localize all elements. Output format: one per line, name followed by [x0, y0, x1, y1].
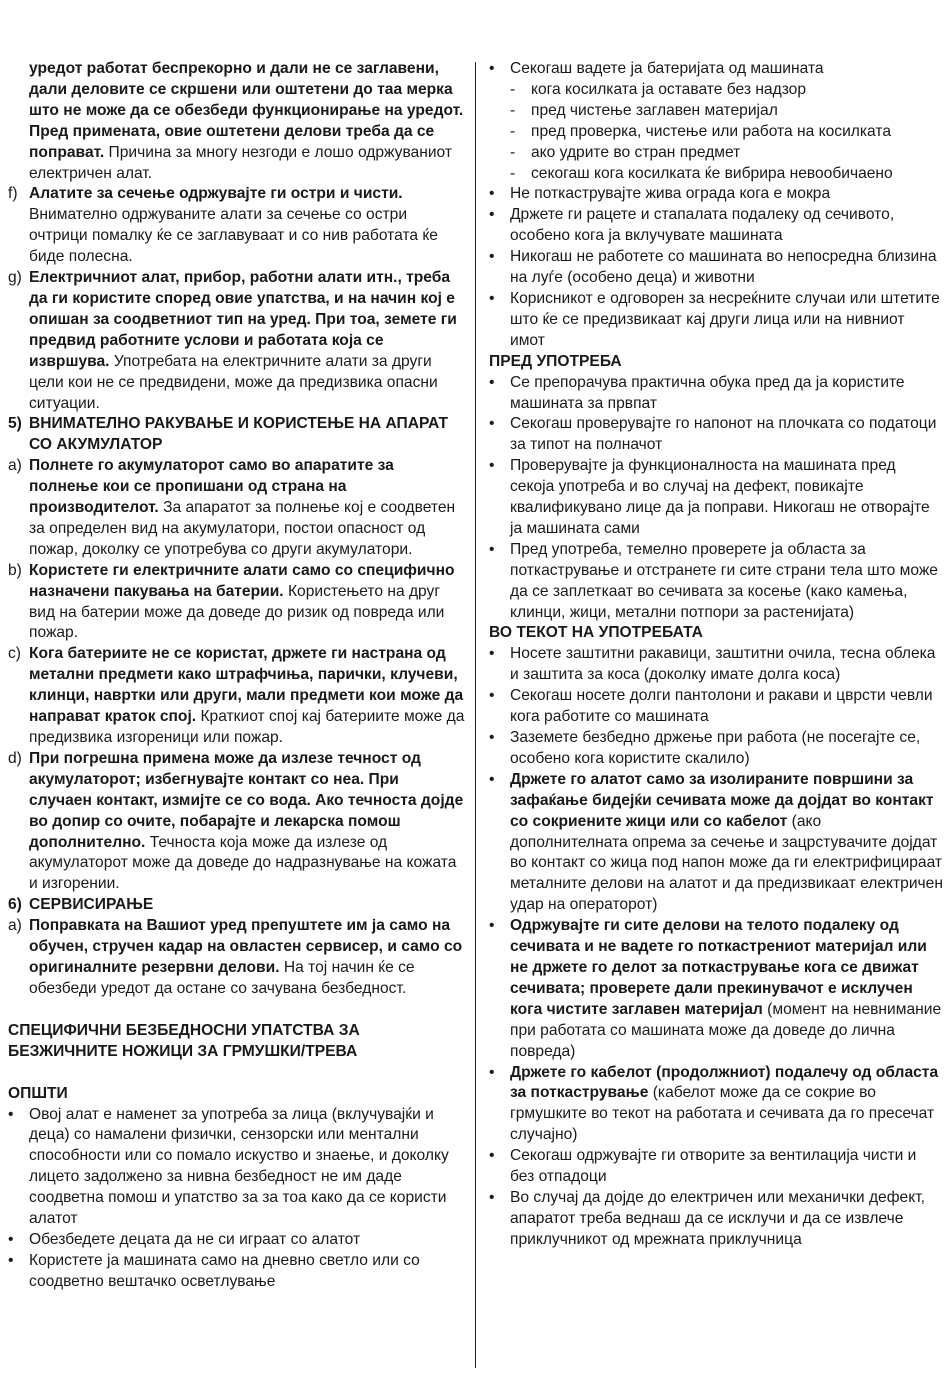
sub-item: - ако удрите во стран предмет — [489, 143, 943, 164]
bullet-item — [489, 59, 943, 80]
item-a-repair — [8, 916, 466, 1000]
plain-text: Пред употреба, темелно проверете ја областа за поткастрување и отстранете ги сите страни тела што може да се заплеткаат во сечивата за косење (како камења, клинци, жици, метални потпори за растенијата) — [510, 540, 938, 621]
bold-text: Полнете го акумулаторот само во апаратите за полнење кои се пропишани од страна на производителот. — [29, 457, 394, 517]
bold-text: Алатите за сечење одржувајте ги остри и чисти. — [29, 185, 403, 203]
bold-text: Одржувајте ги сите делови на телото подалеку од сечивата и не вадете го поткастрениот материјал или не држете го делот за поткастрување кога се движат сечивата; проверете дали прекинувачот е исклучен кога чистите заглавен материјал — [510, 917, 927, 1018]
bold-text: Користете ги електричните алати само со специфично назначени пакувања на батерии. — [29, 561, 455, 600]
bullet-item — [489, 1063, 943, 1147]
plain-text: Течноста која може да излезе од акумулаторот може да доведе до надразнување на кожата и изгорении. — [29, 833, 457, 893]
plain-text: (ако дополнителната опрема за сечење и зацрстувачите дојдат во контакт со жица под напон може да ги електрифицираат металните делови на алатот и да предизвикаат електричен удар на операторот) — [510, 812, 943, 914]
plain-text: Внимателно одржуваните алати за сечење со остри очтрици помалку ќе се заглавуваат и со нив работата ќе биде полесна. — [29, 206, 438, 266]
bullet-item — [8, 1230, 466, 1251]
bullet-item — [489, 644, 943, 686]
bullet-item — [489, 728, 943, 770]
plain-text: (момент на невнимание при работата со машината може да доведе до лична повреда) — [510, 1000, 942, 1060]
bold-text: уредот работат беспрекорно и дали не се заглавени, дали деловите се скршени или оштетени до таа мерка што не може да се обезбеди функционирање на уредот. Пред примената, овие оштетени делови треба да се поправат. — [29, 60, 464, 161]
heading-number: 5) — [8, 415, 22, 433]
bullet-item — [489, 456, 943, 540]
subsection-title-during-use: ВО ТЕКОТ НА УПОТРЕБАТА — [489, 624, 703, 642]
item-text — [29, 457, 455, 558]
plain-text: Секогаш проверувајте го напонот на плочката со податоци за типот на полначот — [510, 415, 937, 454]
bullet-item — [489, 373, 943, 415]
plain-text: На тој начин ќе се обезбеди уредот да остане со зачувана безбедност. — [29, 958, 415, 997]
plain-text: Овој алат е наменет за употреба за лица (вклучувајќи и деца) со намалени физички, сензорски или ментални способности или со помало искуство и знаење, и доколку лицето задолжено за нивна безбедност не им даде соодветна помош и упатство за за тоа како да се користи алатот — [29, 1105, 449, 1228]
item-text — [29, 750, 463, 892]
section-title-specific-safety: СПЕЦИФИЧНИ БЕЗБЕДНОСНИ УПАТСТВА ЗА БЕЗЖИЧНИТЕ НОЖИЦИ ЗА ГРМУШКИ/ТРЕВА — [8, 1021, 360, 1060]
bold-text: Држете го кабелот (продолжниот) подалечу од областа за поткастрување — [510, 1063, 939, 1102]
item-marker: a) — [8, 917, 22, 935]
plain-text: За апаратот за полнење кој е соодветен за определен вид на акумулатори, постои опасност од пожар, доколку се употребува со други акумулатори. — [29, 499, 456, 558]
spacer — [8, 1063, 466, 1084]
sub-item: - кога косилката ја оставате без надзор — [489, 80, 943, 101]
plain-text: Проверувајте ја функционалноста на машината пред секоја употреба и во случај на дефект, повикајте квалификувано лице да ја поправи. Никогаш не отворајте ја машината сами — [510, 457, 930, 537]
plain-text: Никогаш не работете со машината во непосредна близина на луѓе (особено деца) и животни — [510, 248, 937, 287]
item-marker: d) — [8, 749, 22, 767]
item-f-sharp-tools — [8, 184, 466, 268]
bullet-item — [8, 1251, 466, 1293]
bold-text: Поправката на Вашиот уред препуштете им ја само на обучен, стручен кадар на овластен сервисер, и само со оригиналните резервни делови. — [29, 917, 463, 976]
bullet-item — [489, 916, 943, 1062]
section-heading-service — [8, 895, 466, 916]
bold-text: При погрешна примена може да излезе течност од акумулаторот; избегнувајте контакт со неа. При случаен контакт, измијте се со вода. Ако течноста дојде во допир со очите, побарајте и лекарска помош дополнително. — [29, 749, 464, 851]
right-column — [489, 59, 943, 1251]
item-b-battery-packs — [8, 561, 466, 645]
item-marker: b) — [8, 561, 22, 579]
bullet-item — [489, 205, 943, 247]
sub-item: - секогаш кога косилката ќе вибрира невообичаено — [489, 164, 943, 185]
item-c-short-circuit — [8, 644, 466, 749]
plain-text: Секогаш одржувајте ги отворите за вентилација чисти и без отпадоци — [510, 1147, 917, 1186]
plain-text: Носете заштитни ракавици, заштитни очила, тесна облека и заштита за коса (доколку имате долга коса) — [510, 645, 936, 684]
item-g-use-per-instructions — [8, 268, 466, 414]
plain-text: Не поткаструвајте жива ограда кога е мокра — [510, 185, 831, 203]
item-text — [29, 645, 464, 746]
plain-text: Секогаш вадете ја батеријата од машината — [510, 60, 824, 77]
item-marker: c) — [8, 645, 21, 663]
heading-text: СЕРВИСИРАЊЕ — [29, 896, 154, 914]
continued-paragraph — [8, 59, 466, 184]
plain-text: Корисникот е одговорен за несреќните случаи или штетите што ќе се предизвикаат кај други лица или на нивниот имот — [510, 289, 940, 349]
plain-text: Држете ги рацете и стапалата подалеку од сечивото, особено кога ја вклучувате машината — [510, 206, 895, 245]
left-column — [8, 59, 466, 1293]
plain-text: Причина за многу незгоди е лошо одржуваниот електричен алат. — [29, 143, 453, 182]
bullet-item — [8, 1105, 466, 1230]
section-heading-battery-tools — [8, 414, 466, 456]
item-marker: g) — [8, 269, 22, 287]
bullet-item — [489, 414, 943, 456]
plain-text: (кабелот може да се сокрие во грмушките во текот на работата и сечивата да го пресечат случајно) — [510, 1084, 935, 1144]
item-text — [29, 917, 462, 997]
plain-text: Употребата на електричните алати за други цели кои не се предвидени, може да предизвика опасни ситуации. — [29, 352, 438, 412]
item-d-battery-liquid — [8, 749, 466, 895]
bullet-item — [489, 184, 943, 205]
item-a-charger — [8, 456, 466, 561]
plain-text: Секогаш носете долги пантолони и ракави и цврсти чевли кога работите со машината — [510, 687, 933, 726]
bullet-item — [489, 1146, 943, 1188]
subsection-title-before-use: ПРЕД УПОТРЕБА — [489, 352, 622, 370]
subsection-title-general: ОПШТИ — [8, 1084, 68, 1102]
spacer — [8, 1000, 466, 1021]
item-marker: f) — [8, 185, 18, 203]
bullet-item — [489, 540, 943, 624]
item-text — [29, 562, 455, 642]
bold-text: Кога батериите не се користат, држете ги настрана од метални предмети како штрафчиња, парички, клучеви, клинци, навртки или други, мали предмети кои може да направат краток спој. — [29, 645, 464, 726]
sub-item: - пред чистење заглавен материјал — [489, 101, 943, 122]
column-divider — [475, 62, 476, 1368]
bullet-item — [489, 289, 943, 352]
bullet-item — [489, 1188, 943, 1251]
bold-text: Електричниот алат, прибор, работни алати итн., треба да ги користите според овие упатства, и на начин кој е опишан за соодветниот тип на уред. При тоа, земете ги предвид работните услови и работата која се извршува. — [29, 269, 457, 370]
plain-text: Користењето на друг вид на батерии може да доведе до ризик од повреда или пожар. — [29, 582, 445, 642]
item-marker: a) — [8, 457, 22, 475]
plain-text: Краткиот спој кај батериите може да предизвика изгореници или пожар. — [29, 708, 465, 746]
plain-text: Заземете безбедно држење при работа (не посегајте се, особено кога користите скалило) — [510, 729, 921, 767]
bold-text: Држете го алатот само за изолираните површини за зафаќање бидејќи сечивата може да дојдат во контакт со сокриените жици или со кабелот — [510, 770, 934, 830]
bullet-item — [489, 247, 943, 289]
item-text — [29, 185, 438, 265]
plain-text: Обезбедете децата да не си играат со алатот — [29, 1230, 361, 1248]
bullet-item — [489, 686, 943, 728]
plain-text: Се препорачува практична обука пред да ја користите машината за првпат — [510, 373, 905, 412]
heading-number: 6) — [8, 896, 22, 914]
heading-text: ВНИМАТЕЛНО РАКУВАЊЕ И КОРИСТЕЊЕ НА АПАРАТ СО АКУМУЛАТОР — [29, 415, 449, 454]
plain-text: Во случај да дојде до електричен или механички дефект, апаратот треба веднаш да се исклучи и да се извлече приклучникот од мрежната приклучница — [510, 1188, 925, 1248]
sub-item: - пред проверка, чистење или работа на косилката — [489, 122, 943, 143]
item-text — [29, 269, 457, 411]
plain-text: Користете ја машината само на дневно светло или со соодветно вештачко осветлување — [29, 1251, 420, 1290]
bullet-item — [489, 770, 943, 916]
